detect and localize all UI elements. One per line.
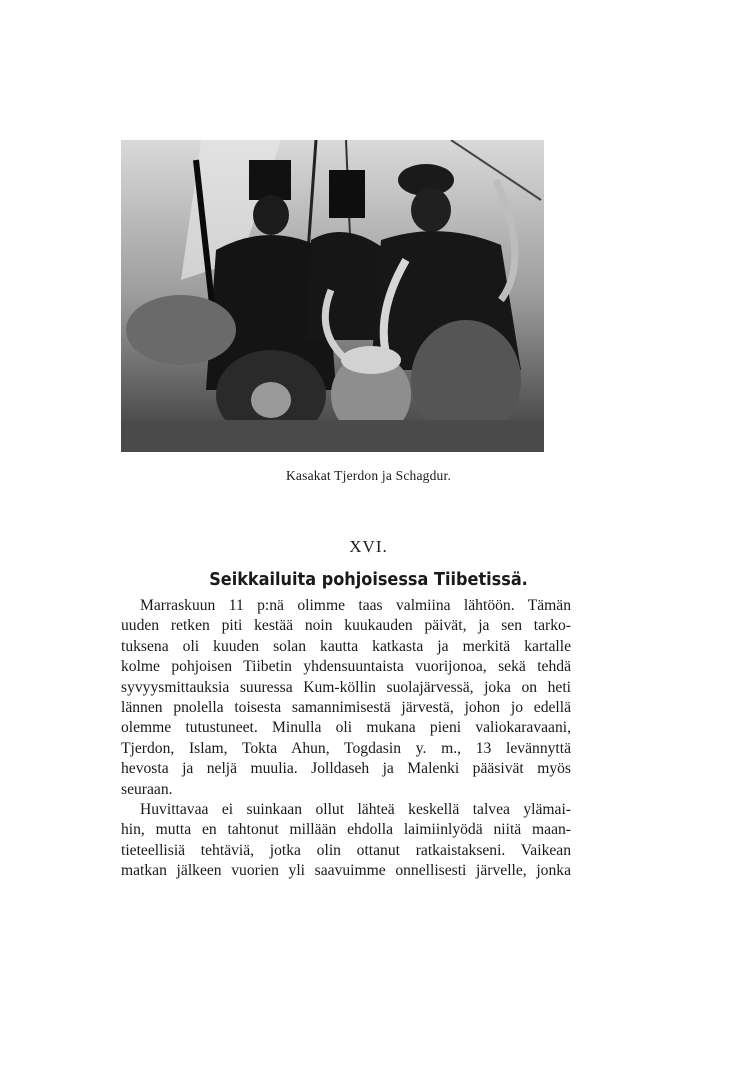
chapter-title: Seikkailuita pohjoisessa Tiibetissä. (209, 570, 528, 590)
body-text (121, 596, 571, 881)
text-line: hevosta ja neljä muulia. Jolldaseh ja Malenki pääsivät myös (121, 760, 571, 778)
text-line: seuraan. (121, 780, 173, 798)
photograph-cossacks (121, 140, 544, 452)
text-line: tieteellisiä tehtäviä, jotka olin ottanut ratkaistakseni. Vaikean (121, 841, 571, 859)
text-line: Marraskuun 11 p:nä olimme taas valmiina lähtöön. Tämän (140, 597, 571, 614)
text-line: hin, mutta en tahtonut millään ehdolla laimiinlyödä niitä maan- (121, 821, 571, 839)
text-line: kolme pohjoisen Tiibetin yhdensuuntaista vuorijonoa, sekä tehdä (121, 658, 571, 676)
text-line: syvyysmittauksia suuressa Kum-köllin suolajärvessä, joka on heti (121, 678, 571, 696)
text-line: matkan jälkeen vuorien yli saavuimme onnellisesti järvelle, jonka (121, 862, 571, 880)
photo-caption: Kasakat Tjerdon ja Schagdur. (285, 468, 452, 483)
text-line: Tjerdon, Islam, Tokta Ahun, Togdasin y. m., 13 levännyttä (121, 739, 571, 757)
text-line: tuksena oli kuuden solan kautta katkasta ja merkitä kartalle (121, 637, 571, 655)
text-line: lännen pnolella toisesta samannimisestä järvestä, johon jo edellä (121, 698, 571, 716)
text-line: Huvittavaa ei suinkaan ollut lähteä keskellä talvea ylämai- (140, 800, 571, 818)
chapter-number: XVI. (349, 537, 388, 556)
photograph-illustration (121, 140, 544, 452)
text-line: olemme tutustuneet. Minulla oli mukana pieni valiokaravaani, (121, 719, 571, 737)
text-line: uuden retken piti kestää noin kuukauden päivät, ja sen tarko- (121, 617, 571, 635)
